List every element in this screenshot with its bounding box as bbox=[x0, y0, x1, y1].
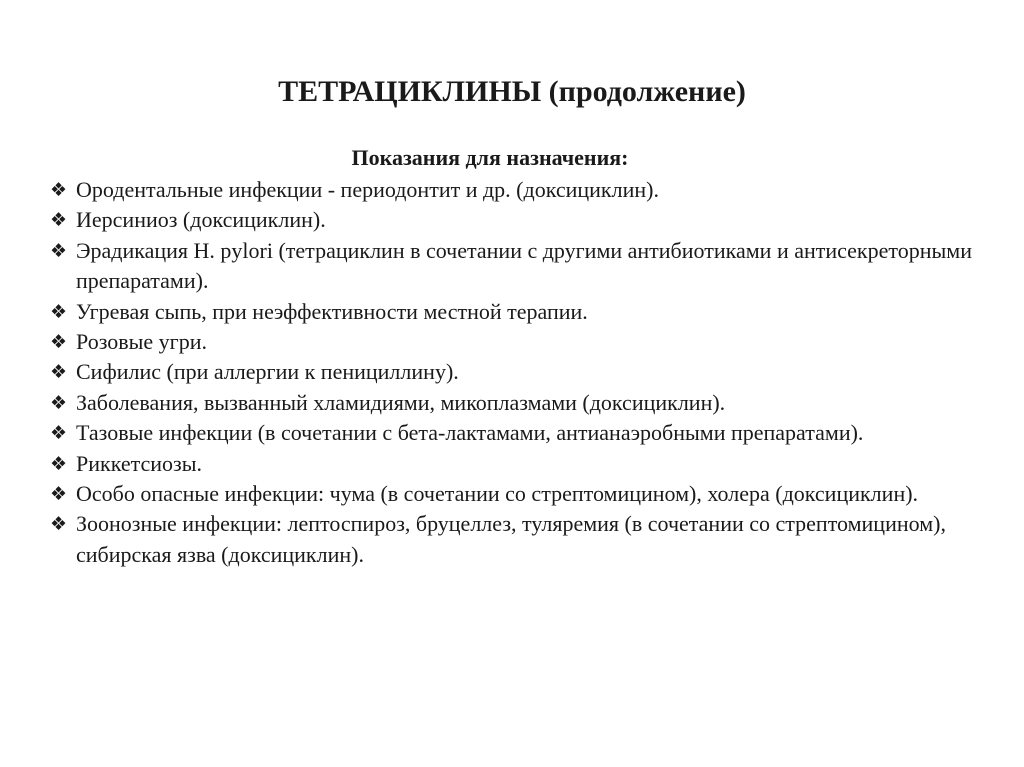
list-item-text: Риккетсиозы. bbox=[76, 450, 202, 476]
list-item bbox=[50, 418, 990, 448]
diamond-bullet-icon: ❖ bbox=[50, 300, 68, 323]
list-item-text: Особо опасные инфекции: чума (в сочетании со стрептомицином), холера (доксициклин). bbox=[76, 481, 919, 507]
diamond-bullet-icon: ❖ bbox=[50, 513, 68, 536]
list-item-text: Ородентальные инфекции - периодонтит и др. (доксициклин). bbox=[76, 177, 659, 202]
list-item-text: Эрадикация H. pylori (тетрациклин в сочетании с другими антибиотиками и антисекреторными препаратами). bbox=[76, 237, 972, 294]
diamond-bullet-icon: ❖ bbox=[50, 331, 68, 354]
list-item bbox=[50, 327, 990, 357]
list-item bbox=[50, 388, 990, 418]
list-item bbox=[50, 449, 990, 479]
list-item-text: Заболевания, вызванный хламидиями, микоплазмами (доксициклин). bbox=[76, 389, 726, 415]
list-item bbox=[50, 236, 990, 297]
diamond-bullet-icon: ❖ bbox=[50, 239, 68, 262]
diamond-bullet-icon: ❖ bbox=[50, 422, 68, 445]
diamond-bullet-icon: ❖ bbox=[50, 361, 68, 384]
list-item bbox=[50, 205, 990, 235]
diamond-bullet-icon: ❖ bbox=[50, 452, 68, 475]
list-item bbox=[50, 509, 990, 570]
diamond-bullet-icon: ❖ bbox=[50, 179, 68, 201]
diamond-bullet-icon: ❖ bbox=[50, 209, 68, 232]
list-item bbox=[50, 479, 990, 509]
slide-title: ТЕТРАЦИКЛИНЫ (продолжение) bbox=[278, 75, 746, 108]
list-item bbox=[50, 175, 990, 205]
list-item-text: Сифилис (при аллергии к пенициллину). bbox=[76, 359, 459, 385]
list-item-text: Тазовые инфекции (в сочетании с бета-лактамами, антианаэробными препаратами). bbox=[76, 420, 864, 446]
list-item-text: Розовые угри. bbox=[76, 329, 207, 355]
slide-subtitle: Показания для назначения: bbox=[351, 145, 629, 170]
list-item-text: Зоонозные инфекции: лептоспироз, бруцеллез, туляремия (в сочетании со стрептомицином), сибирская язва (доксициклин). bbox=[76, 511, 946, 567]
list-item bbox=[50, 357, 990, 387]
list-item-text: Угревая сыпь, при неэффективности местной терапии. bbox=[76, 298, 588, 324]
diamond-bullet-icon: ❖ bbox=[50, 391, 68, 414]
indications-list bbox=[50, 175, 990, 570]
diamond-bullet-icon: ❖ bbox=[50, 483, 68, 506]
list-item bbox=[50, 297, 990, 327]
list-item-text: Иерсиниоз (доксициклин). bbox=[76, 207, 326, 233]
